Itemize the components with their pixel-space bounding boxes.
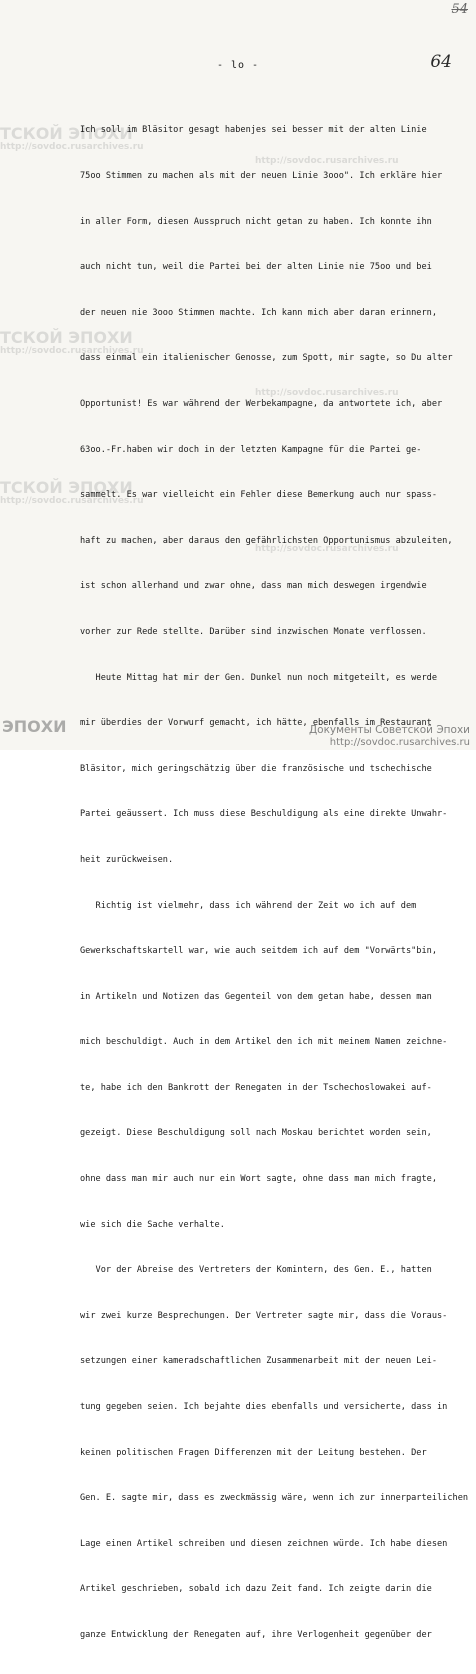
text-line: 75oo Stimmen zu machen als mit der neuen Linie 3ooo". Ich erkläre hier: [80, 171, 443, 181]
text-line: auch nicht tun, weil die Partei bei der alten Linie nie 75oo und bei: [80, 262, 432, 273]
watermark-text: ТСКОЙ ЭПОХИ: [0, 478, 133, 497]
archive-sheet-number: 54: [451, 2, 468, 17]
text-line: 63oo.-Fr.haben wir doch in der letzten Kampagne für die Partei ge-: [80, 444, 422, 455]
text-line: keinen politischen Fragen Differenzen mit der Leitung bestehen. Der: [80, 1447, 427, 1458]
letter-body: [80, 93, 469, 1674]
watermark-url: http://sovdoc.rusarchives.ru: [0, 346, 144, 356]
text-line: heit zurückweisen.: [80, 854, 174, 865]
page-number: - lo -: [216, 60, 260, 71]
text-line: in aller Form, diesen Ausspruch nicht getan zu haben. Ich konnte ihn: [80, 216, 432, 227]
text-line: Vor der Abreise des Vertreters der Komintern, des Gen. E., hatten: [80, 1265, 432, 1276]
text-line: sammelt. Es war vielleicht ein Fehler diese Bemerkung auch nur spass-: [80, 490, 437, 501]
text-line: mir überdies der Vorwurf gemacht, ich hätte, ebenfalls im Restaurant: [80, 718, 432, 729]
text-line: Gen. E. sagte mir, dass es zweckmässig wäre, wenn ich zur innerparteilichen: [80, 1493, 469, 1504]
text-line: Heute Mittag hat mir der Gen. Dunkel nun noch mitgeteilt, es werde: [80, 672, 437, 683]
text-line: haft zu machen, aber daraus den gefährlichsten Opportunismus abzuleiten,: [80, 535, 453, 546]
watermark-url: http://sovdoc.rusarchives.ru: [0, 496, 144, 506]
footer-watermark: ЭПОХИ: [2, 717, 67, 736]
footer-archive-title: Документы Советской Эпохи: [308, 724, 470, 736]
text-line: gezeigt. Diese Beschuldigung soll nach Moskau berichtet worden sein,: [80, 1128, 432, 1139]
text-line: Ich soll im Bläsitor gesagt habenjes sei besser mit der alten Linie: [80, 125, 427, 136]
text-line: vorher zur Rede stellte. Darüber sind inzwischen Monate verflossen.: [80, 626, 427, 637]
text-line: Partei geäussert. Ich muss diese Beschuldigung als eine direkte Unwahr-: [80, 809, 448, 820]
text-line: wie sich die Sache verhalte.: [80, 1219, 225, 1230]
text-line: setzungen einer kameradschaftlichen Zusammenarbeit mit der neuen Lei-: [80, 1356, 437, 1367]
watermark-text: ТСКОЙ ЭПОХИ: [0, 124, 133, 143]
text-line: wir zwei kurze Besprechungen. Der Vertreter sagte mir, dass die Voraus-: [80, 1310, 448, 1321]
watermark-url: http://sovdoc.rusarchives.ru: [255, 156, 399, 166]
text-line: ganze Entwicklung der Renegaten auf, ihre Verlogenheit gegenüber der: [80, 1630, 432, 1640]
watermark-url: http://sovdoc.rusarchives.ru: [255, 388, 399, 398]
text-line: Gewerkschaftskartell war, wie auch seitdem ich auf dem "Vorwärts"bin,: [80, 946, 437, 957]
watermark-url: http://sovdoc.rusarchives.ru: [0, 142, 144, 152]
text-line: in Artikeln und Notizen das Gegenteil von dem getan habe, dessen man: [80, 991, 432, 1002]
text-line: dass einmal ein italienischer Genosse, zum Spott, mir sagte, so Du alter: [80, 353, 453, 364]
watermark-text: ТСКОЙ ЭПОХИ: [0, 328, 133, 347]
handwritten-page-number: 64: [430, 52, 452, 72]
text-line: Richtig ist vielmehr, dass ich während der Zeit wo ich auf dem: [80, 900, 417, 911]
text-line: ist schon allerhand und zwar ohne, dass man mich deswegen irgendwie: [80, 581, 427, 592]
text-line: ohne dass man mir auch nur ein Wort sagte, ohne dass man mich fragte,: [80, 1174, 437, 1185]
text-line: Artikel geschrieben, sobald ich dazu Zeit fand. Ich zeigte darin die: [80, 1584, 432, 1595]
text-line: der neuen nie 3ooo Stimmen machte. Ich kann mich aber daran erinnern,: [80, 307, 437, 318]
text-line: tung gegeben seien. Ich bejahte dies ebenfalls und versicherte, dass in: [80, 1402, 448, 1413]
text-line: te, habe ich den Bankrott der Renegaten in der Tschechoslowakei auf-: [80, 1082, 432, 1093]
text-line: Opportunist! Es war während der Werbekampagne, da antwortete ich, aber: [80, 398, 443, 409]
archive-footer: [0, 717, 476, 750]
text-line: Bläsitor, mich geringschätzig über die französische und tschechische: [80, 763, 432, 774]
footer-archive-link[interactable]: http://sovdoc.rusarchives.ru: [329, 737, 470, 748]
text-line: mich beschuldigt. Auch in dem Artikel den ich mit meinem Namen zeichne-: [80, 1037, 448, 1048]
watermark-url: http://sovdoc.rusarchives.ru: [255, 544, 399, 554]
text-line: Lage einen Artikel schreiben und diesen zeichnen würde. Ich habe diesen: [80, 1538, 448, 1549]
